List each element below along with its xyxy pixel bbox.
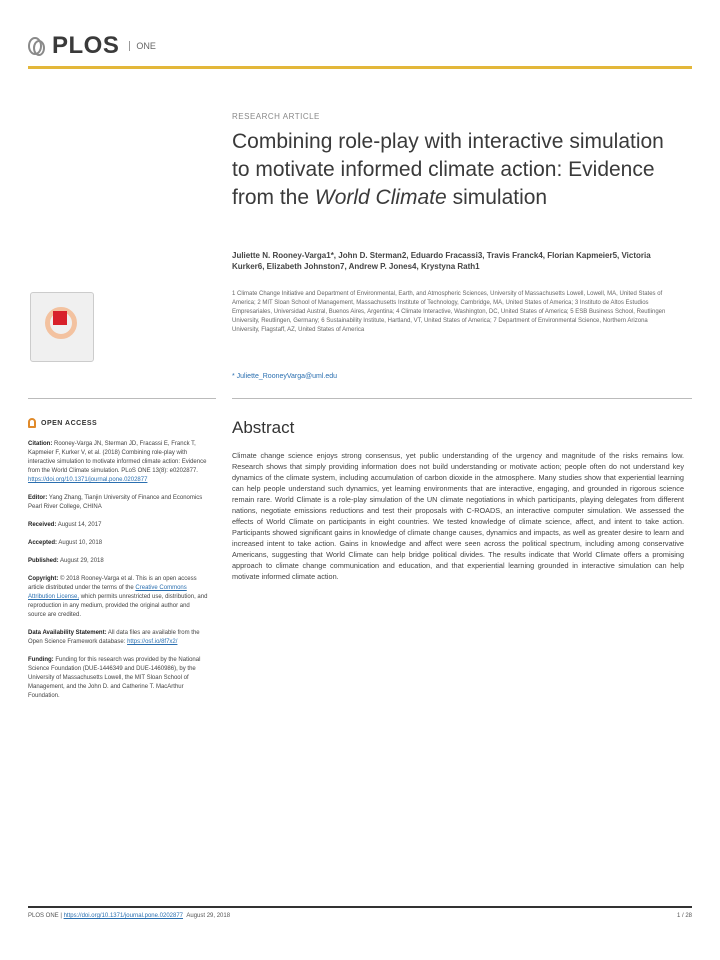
data-availability-block: Data Availability Statement: All data files are available from the Open Science Framework database: https://osf.io/8f7x2/ [28,630,200,645]
citation-block: Citation: Rooney-Varga JN, Sterman JD, Fracassi E, Franck T, Kapmeier F, Kurker V, et al. (2018) Combining role-play with interactive simulation to motivate informed climate action: Evidence from the World Climate simulation. PLoS ONE 13(8): e0202877. https://doi.org/10.1371/journal.pone.0202877 [28,441,207,483]
abstract-rule [232,398,692,399]
footer-rule [28,906,692,908]
received-block: Received: August 14, 2017 [28,522,102,528]
sidebar-rule [28,398,216,399]
page-number: 1 / 28 [676,913,692,919]
article-title: Combining role-play with interactive simulation to motivate informed climate action: Evidence from the World Climate simulation [232,130,664,209]
article-type: RESEARCH ARTICLE [232,112,320,121]
license-link[interactable]: Creative Commons Attribution License, [28,585,187,600]
accepted-block: Accepted: August 10, 2018 [28,540,103,546]
header-rule [28,66,692,69]
copyright-block: Copyright: © 2018 Rooney-Varga et al. This is an open access article distributed under the terms of the Creative Commons Attribution License, which permits unrestricted use, distribution, and reproduction in any medium, provided the original author and source are credited. [28,576,208,618]
affiliations: 1 Climate Change Initiative and Department of Environmental, Earth, and Atmospheric Sciences, University of Massachusetts Lowell, Lowell, MA, United States of America; 2 MIT Sloan School of Management, Massachusetts Institute of Technology, Cambridge, MA, United States of America; 3 Instituto de Altos Estudios Empresariales, Universidad Austral, Buenos Aires, Argentina; 4 Climate Interactive, Washington, DC, United States of America; 5 ESB Business School, Reutlingen University, Reutlingen, Germany; 6 Sustainability Institute, Hartland, VT, United States of America; 7 Department of Environmental Science, Northern Arizona University, Flagstaff, AZ, United States of America [232,291,666,333]
logo-text: PLOS [52,32,120,59]
article-info-sidebar [28,440,208,710]
abstract-text: Climate change science enjoys strong consensus, yet public understanding of the urgency and magnitude of the risks remains low. Research shows that simply providing information does not build understanding or motivate action; people often do not understand key dynamics of the climate system, including accumulation of carbon dioxide in the atmosphere. Many studies show that experiential learning can help people understand such dynamics, yet learning environments that are interactive, engaging, and grounded in rigorous science remain rare. World Climate is a role-play simulation of the UN climate negotiations in which participants, playing delegates from different nations, negotiate emissions reductions and test their proposals with C-ROADS, an interactive computer simulation. We assessed the effects of World Climate on participants in eight countries. We tested knowledge of climate science, affect, and intent to take action. Participants showed significant gains in knowledge of climate change causes, dynamics and impacts, as well as greater desire to learn and increased intent to take action. Gains in knowledge and affect were seen across the political spectrum, including among conservative Americans, suggesting that World Climate can help bridge political divides. The results indicate that World Climate offers a promising approach to climate change communication and education, and that experiential learning grounded in interactive simulation can help motivate informed climate action. [232,451,684,581]
journal-name: ONE [129,41,156,51]
citation-doi-link[interactable]: https://doi.org/10.1371/journal.pone.0202877 [28,477,148,483]
author-list: Juliette N. Rooney-Varga1*, John D. Sterman2, Eduardo Fracassi3, Travis Franck4, Florian Kapmeier5, Victoria Kurker6, Elizabeth Johnston7, Andrew P. Jones4, Krystyna Rath1 [232,251,651,271]
funding-block: Funding: Funding for this research was provided by the National Science Foundation (DUE-1446349 and DUE-1460986), by the University of Massachusetts Lowell, the MIT Sloan School of Management, and the John D. and Catherine T. MacArthur Foundation. [28,657,201,699]
page-footer [28,913,692,919]
plos-logo-icon [28,35,46,57]
data-link[interactable]: https://osf.io/8f7x2/ [127,639,178,645]
open-access-badge: OPEN ACCESS [28,418,97,428]
abstract-heading: Abstract [232,418,295,437]
journal-logo [28,32,156,60]
footer-citation: PLOS ONE | https://doi.org/10.1371/journal.pone.0202877 August 29, 2018 [28,913,231,919]
editor-block: Editor: Yang Zhang, Tianjin University of Finance and Economics Pearl River College, CHINA [28,495,203,510]
corresponding-email-link[interactable]: * Juliette_RooneyVarga@uml.edu [232,373,338,380]
check-for-updates-icon[interactable] [30,292,94,362]
published-block: Published: August 29, 2018 [28,558,104,564]
footer-doi-link[interactable]: https://doi.org/10.1371/journal.pone.0202877 [63,913,184,919]
open-lock-icon [28,418,36,428]
